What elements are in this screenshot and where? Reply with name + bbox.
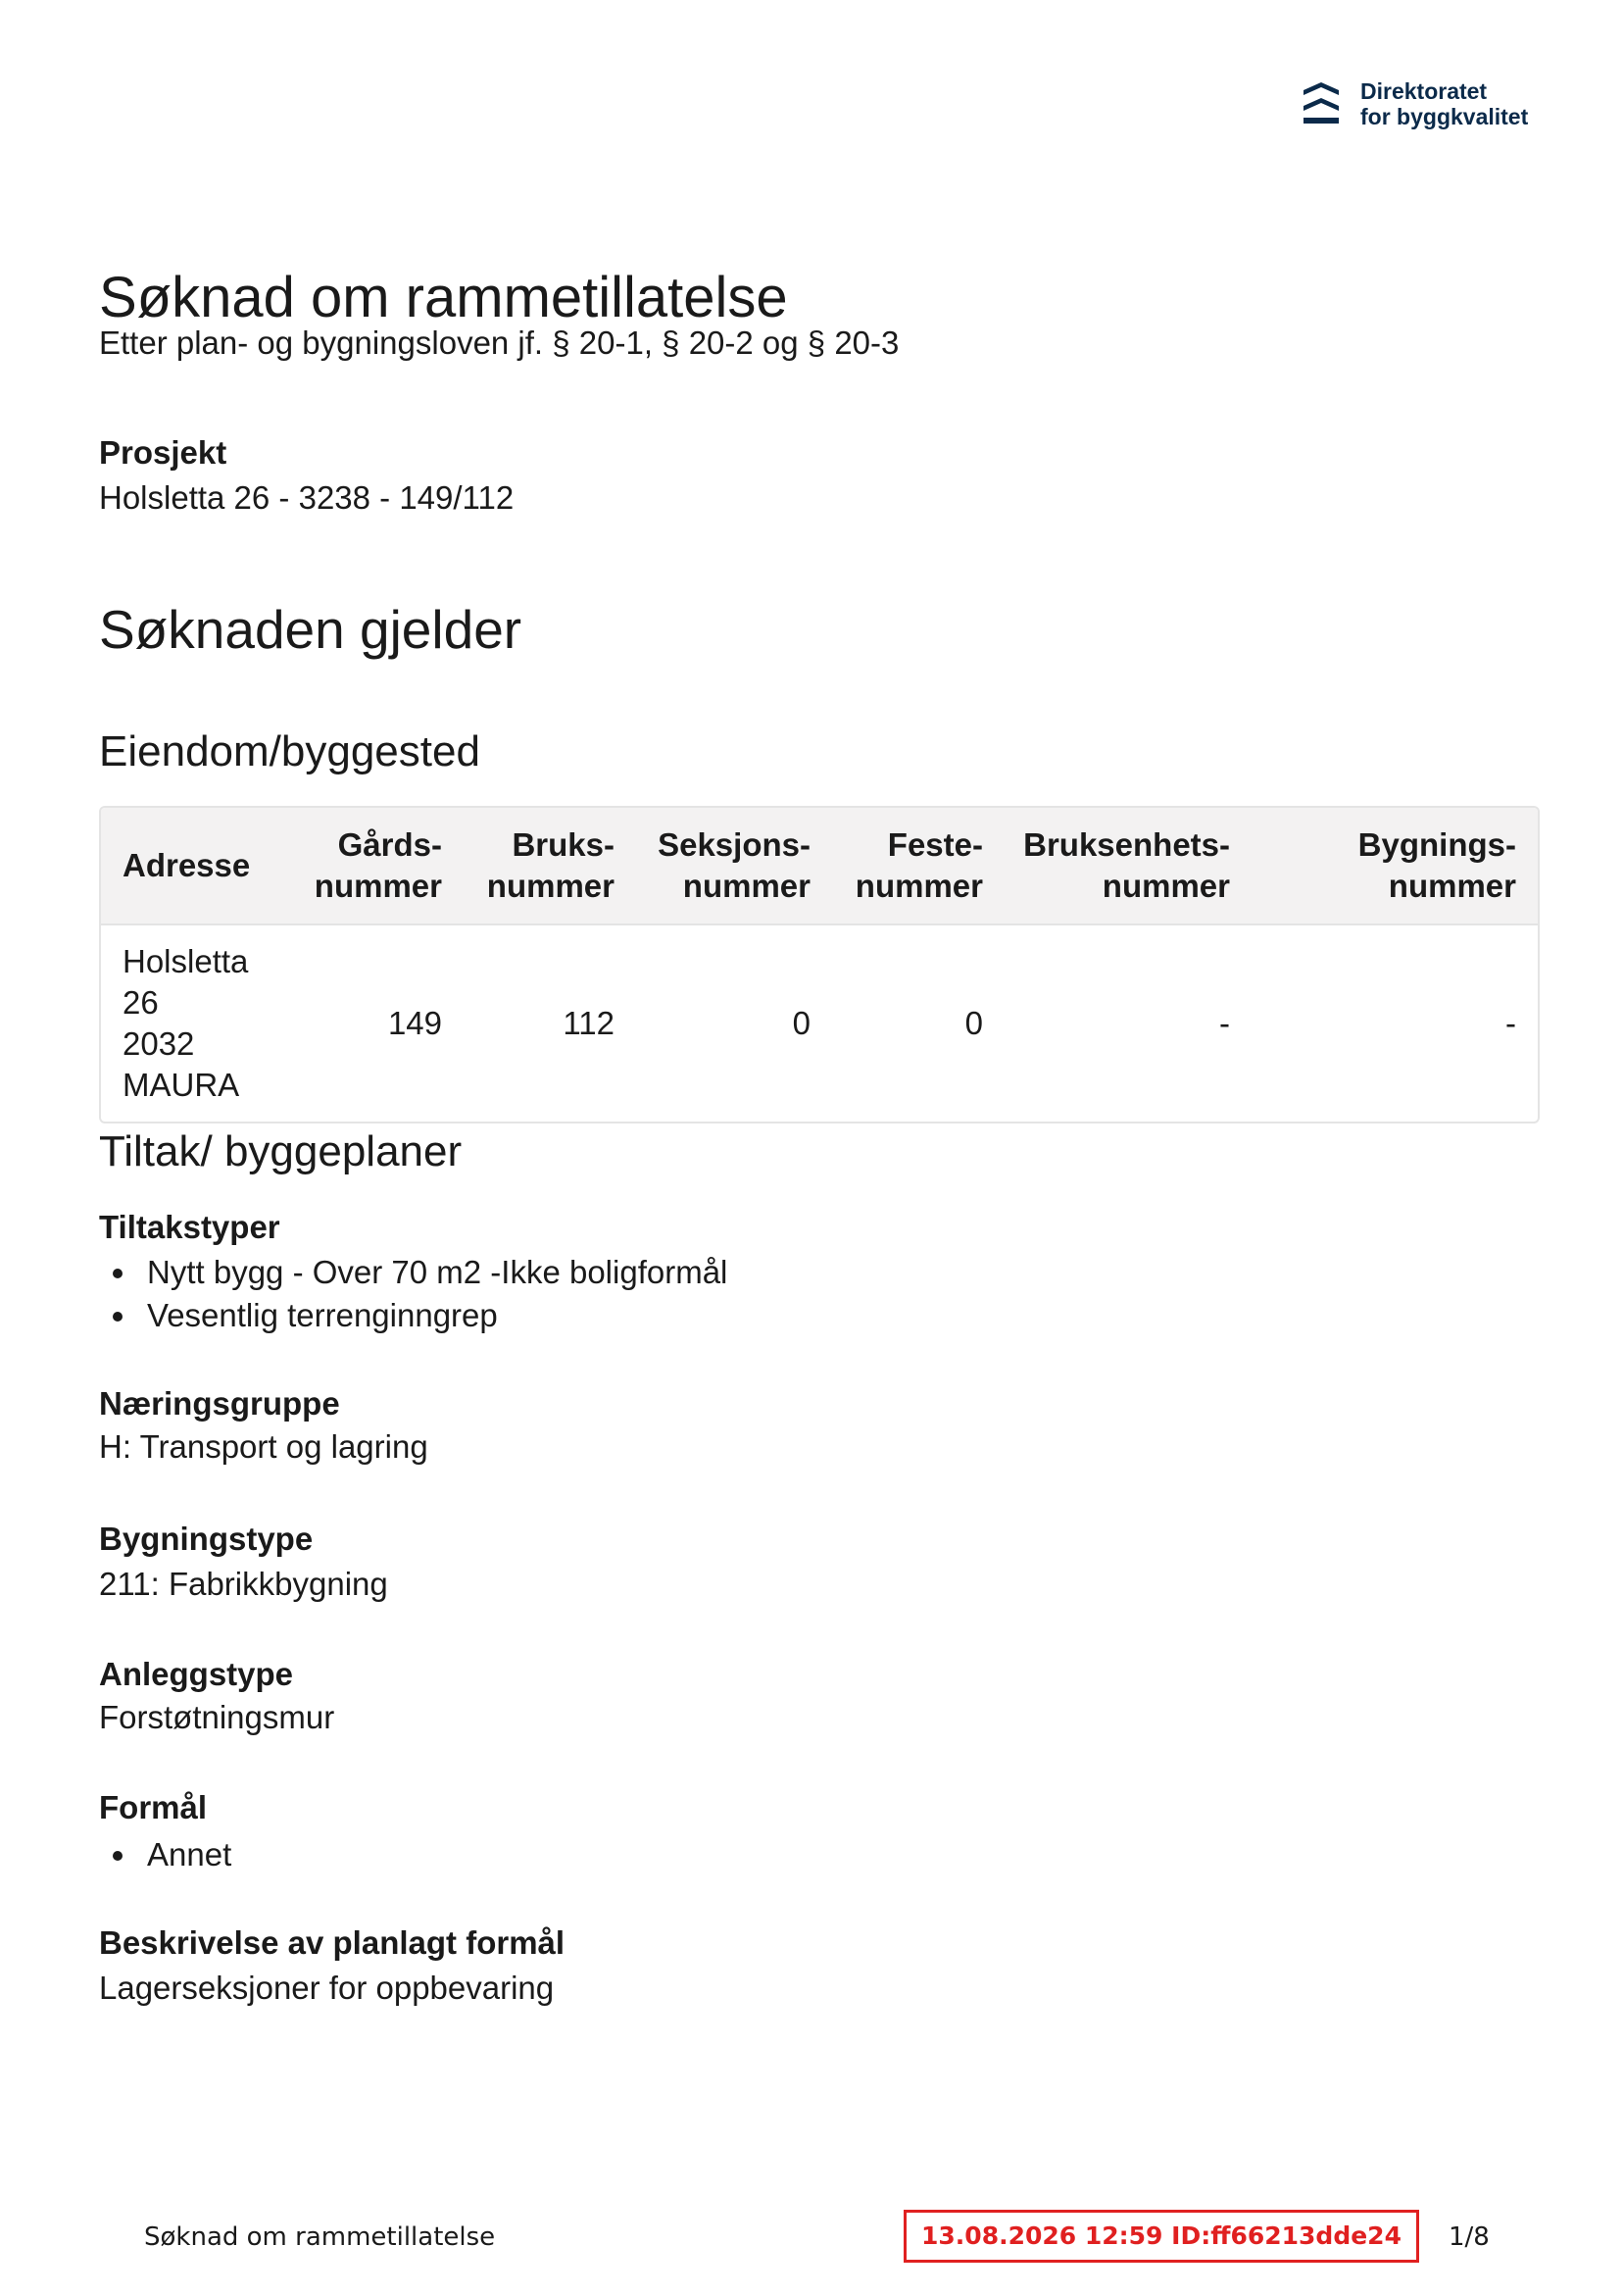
list-item: Annet (99, 1833, 231, 1876)
property-heading: Eiendom/byggested (99, 727, 480, 775)
cell-gardsnummer: 149 (277, 924, 464, 1122)
formal-list (99, 1833, 231, 1876)
measures-heading: Tiltak/ byggeplaner (99, 1127, 463, 1175)
section-heading: Søknaden gjelder (99, 599, 522, 660)
tiltakstyper-list (99, 1251, 727, 1337)
cell-seksjonsnummer: 0 (636, 924, 832, 1122)
dibk-logo-icon (1302, 80, 1341, 127)
document-title: Søknad om rammetillatelse (99, 266, 788, 329)
logo-text (1360, 78, 1528, 129)
page-number: 1/8 (1449, 2222, 1490, 2252)
col-header-bruksenhetsnummer: Bruksenhets- nummer (1023, 826, 1230, 904)
cell-bruksnummer: 112 (464, 924, 636, 1122)
footer-title: Søknad om rammetillatelse (144, 2222, 496, 2252)
property-table (99, 806, 1540, 1123)
bygningstype-label: Bygningstype (99, 1521, 314, 1557)
project-label: Prosjekt (99, 434, 227, 471)
logo (1302, 78, 1528, 129)
anleggstype-label: Anleggstype (99, 1656, 294, 1692)
cell-adresse: Holsletta 26 2032 MAURA (101, 924, 277, 1122)
beskrivelse-label: Beskrivelse av planlagt formål (99, 1924, 566, 1961)
logo-line-1: Direktoratet (1360, 78, 1488, 104)
logo-line-2: for byggkvalitet (1360, 104, 1529, 129)
cell-bygningsnummer: - (1252, 924, 1538, 1122)
bygningstype-value: 211: Fabrikkbygning (99, 1566, 388, 1602)
naeringsgruppe-label: Næringsgruppe (99, 1385, 340, 1422)
tiltakstyper-label: Tiltakstyper (99, 1209, 280, 1245)
list-item: Nytt bygg - Over 70 m2 -Ikke boligformål (99, 1251, 727, 1294)
table-header-row (101, 808, 1538, 924)
col-header-bruksnummer: Bruks- nummer (486, 826, 615, 904)
naeringsgruppe-value: H: Transport og lagring (99, 1428, 428, 1465)
col-header-seksjonsnummer: Seksjons- nummer (658, 826, 811, 904)
timestamp-id-stamp: 13.08.2026 12:59 ID:ff66213dde24 (904, 2210, 1419, 2263)
beskrivelse-value: Lagerseksjoner for oppbevaring (99, 1970, 555, 2006)
cell-bruksenhetsnummer: - (1005, 924, 1252, 1122)
project-value: Holsletta 26 - 3238 - 149/112 (99, 479, 515, 516)
col-header-festenummer: Feste- nummer (855, 826, 983, 904)
col-header-adresse: Adresse (123, 847, 251, 883)
col-header-gardsnummer: Gårds- nummer (314, 826, 442, 904)
list-item: Vesentlig terrenginngrep (99, 1294, 727, 1337)
cell-festenummer: 0 (832, 924, 1005, 1122)
table-row (101, 924, 1538, 1122)
formal-label: Formål (99, 1789, 208, 1825)
anleggstype-value: Forstøtningsmur (99, 1699, 335, 1735)
col-header-bygningsnummer: Bygnings- nummer (1357, 826, 1516, 904)
document-subtitle: Etter plan- og bygningsloven jf. § 20-1, § 20-2 og § 20-3 (99, 324, 900, 361)
